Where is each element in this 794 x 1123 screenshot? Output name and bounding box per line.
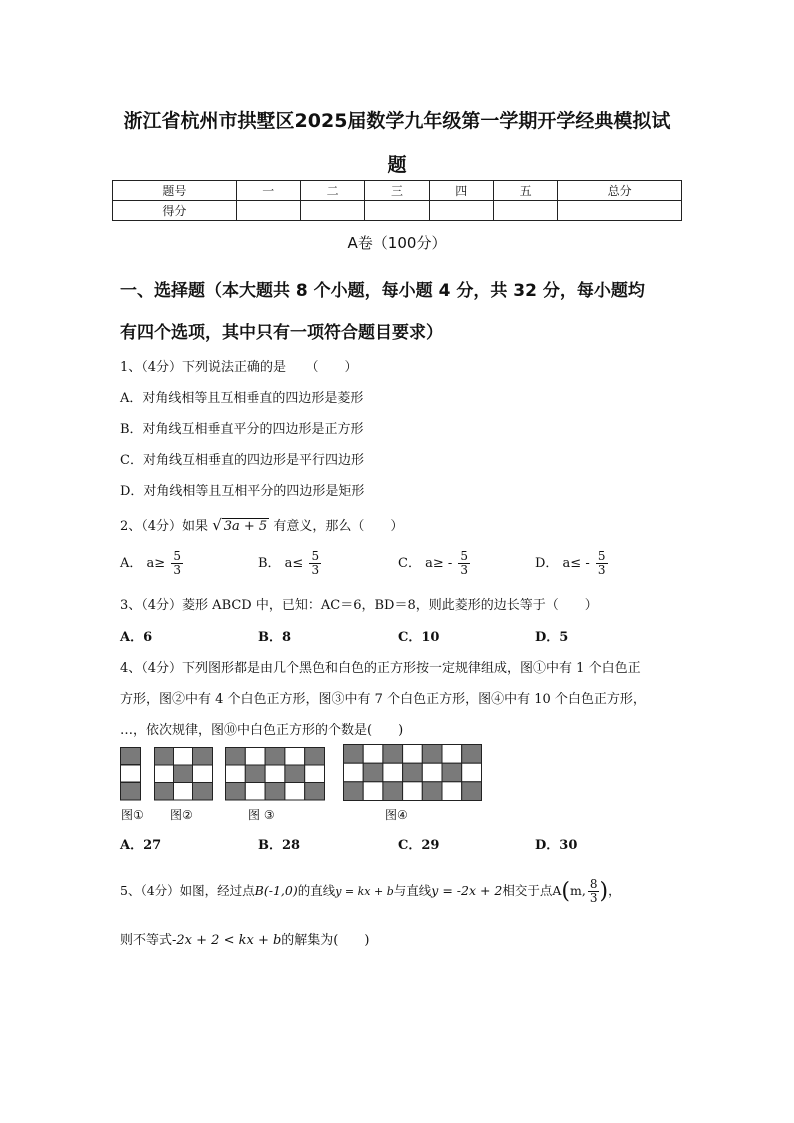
section-heading-line2: 有四个选项，其中只有一项符合题目要求） — [120, 323, 443, 343]
q2-suffix: 有意义，那么（ ） — [273, 519, 404, 534]
figure-3-label: 图 ③ — [248, 808, 275, 822]
q5-point-a-fraction — [588, 878, 600, 905]
q3-option-b: B．8 — [258, 630, 292, 645]
q2-option-b — [258, 550, 321, 577]
q2-radicand: 3a + 5 — [223, 519, 268, 534]
q5-line2-suffix: 的解集为( ) — [281, 933, 370, 948]
frac-denominator: 3 — [597, 563, 606, 577]
q4-option-d: D．30 — [535, 838, 578, 853]
q2-option-c-fraction — [458, 550, 470, 577]
q2-option-d-fraction — [596, 550, 608, 577]
exam-title-line2: 题 — [387, 154, 407, 176]
q2-stem — [120, 515, 403, 534]
q5-text-4: 相交于点 — [502, 883, 553, 898]
score-cell: 总分 — [558, 181, 682, 201]
q1-option-a: A．对角线相等且互相垂直的四边形是菱形 — [120, 391, 364, 406]
score-cell — [558, 201, 682, 221]
q5-text-3: 与直线 — [393, 883, 432, 898]
q5-line2-equation: y = -2x + 2 — [431, 883, 503, 898]
q3-option-c: C．10 — [398, 630, 440, 645]
q5-text-1: 5、（4分）如图，经过点 — [120, 883, 255, 898]
score-table-row — [113, 181, 682, 201]
score-cell — [365, 201, 429, 221]
frac-denominator: 3 — [460, 563, 469, 577]
q1-option-c: C．对角线互相垂直的四边形是平行四边形 — [120, 453, 364, 468]
q4-line3: …，依次规律，图⑩中白色正方形的个数是( ) — [120, 723, 404, 738]
score-cell: 一 — [236, 181, 300, 201]
right-paren-icon: ) — [599, 879, 609, 904]
q4-line1: 4、（4分）下列图形都是由几个黑色和白色的正方形按一定规律组成，图①中有 1 个白色正 — [120, 661, 641, 676]
sqrt-icon: √ — [212, 516, 222, 534]
q5-line1-equation: y = kx + b — [335, 885, 394, 898]
q5-point-b: B(-1,0) — [254, 883, 298, 898]
figure-4 — [343, 744, 482, 801]
q1-option-d: D．对角线相等且互相平分的四边形是矩形 — [120, 484, 365, 499]
q2-prefix: 2、（4分）如果 — [120, 519, 209, 534]
score-cell — [300, 201, 364, 221]
frac-denominator: 3 — [311, 563, 320, 577]
q3-stem: 3、（4分）菱形 ABCD 中，已知：AC＝6，BD＝8，则此菱形的边长等于（ ） — [120, 598, 598, 613]
q2-option-a-label: A． a≥ — [120, 556, 166, 571]
q5-text-5: ， — [608, 883, 621, 898]
frac-numerator: 8 — [589, 877, 598, 891]
figure-4-label: 图④ — [385, 808, 408, 822]
figure-2-label: 图② — [170, 808, 193, 822]
q5-inequality: -2x + 2 < kx + b — [172, 933, 282, 948]
q5-line2-prefix: 则不等式 — [120, 933, 173, 948]
frac-denominator: 3 — [589, 891, 598, 905]
left-paren-icon: ( — [561, 879, 571, 904]
q2-option-c-label: C． a≥ - — [398, 556, 453, 571]
volume-heading: A卷（100分） — [347, 234, 447, 252]
figure-1 — [120, 747, 141, 801]
q4-line2: 方形，图②中有 4 个白色正方形，图③中有 7 个白色正方形，图④中有 10 个白色正方形， — [120, 692, 646, 707]
figure-3 — [225, 747, 325, 801]
frac-denominator: 3 — [173, 563, 181, 577]
q5-line2 — [120, 929, 369, 948]
frac-numerator: 5 — [311, 549, 320, 563]
score-cell — [236, 201, 300, 221]
score-cell: 得分 — [113, 201, 237, 221]
exam-title-line1: 浙江省杭州市拱墅区2025届数学九年级第一学期开学经典模拟试 — [123, 110, 671, 132]
q1-option-b: B．对角线互相垂直平分的四边形是正方形 — [120, 422, 364, 437]
q2-option-a-fraction — [171, 550, 183, 577]
q2-option-d — [535, 550, 608, 577]
q2-option-c — [398, 550, 470, 577]
figure-1-label: 图① — [121, 808, 144, 822]
q3-option-d: D．5 — [535, 630, 569, 645]
score-cell: 题号 — [113, 181, 237, 201]
score-cell: 五 — [493, 181, 557, 201]
q2-option-b-fraction — [309, 550, 321, 577]
q4-option-a: A．27 — [120, 838, 162, 853]
score-cell: 四 — [429, 181, 493, 201]
q5-line1 — [120, 878, 621, 905]
score-cell: 三 — [365, 181, 429, 201]
q4-option-b: B．28 — [258, 838, 301, 853]
q1-stem: 1、（4分）下列说法正确的是 （ ） — [120, 360, 358, 375]
frac-numerator: 5 — [460, 549, 469, 563]
score-table — [112, 180, 682, 221]
q5-point-a-m: m, — [570, 883, 586, 898]
q2-option-d-label: D． a≤ - — [535, 556, 590, 571]
frac-numerator: 5 — [173, 549, 181, 563]
score-table-row — [113, 201, 682, 221]
frac-numerator: 5 — [597, 549, 606, 563]
q2-option-b-label: B． a≤ — [258, 556, 304, 571]
q5-text-2: 的直线 — [297, 883, 336, 898]
section-heading-line1: 一、选择题（本大题共 8 个小题，每小题 4 分，共 32 分，每小题均 — [120, 281, 645, 301]
score-cell — [429, 201, 493, 221]
q2-option-a — [120, 550, 183, 577]
score-cell: 二 — [300, 181, 364, 201]
figure-2 — [154, 747, 213, 801]
q4-option-c: C．29 — [398, 838, 440, 853]
q5-point-a: A — [552, 883, 562, 898]
score-cell — [493, 201, 557, 221]
q3-option-a: A．6 — [120, 630, 153, 645]
